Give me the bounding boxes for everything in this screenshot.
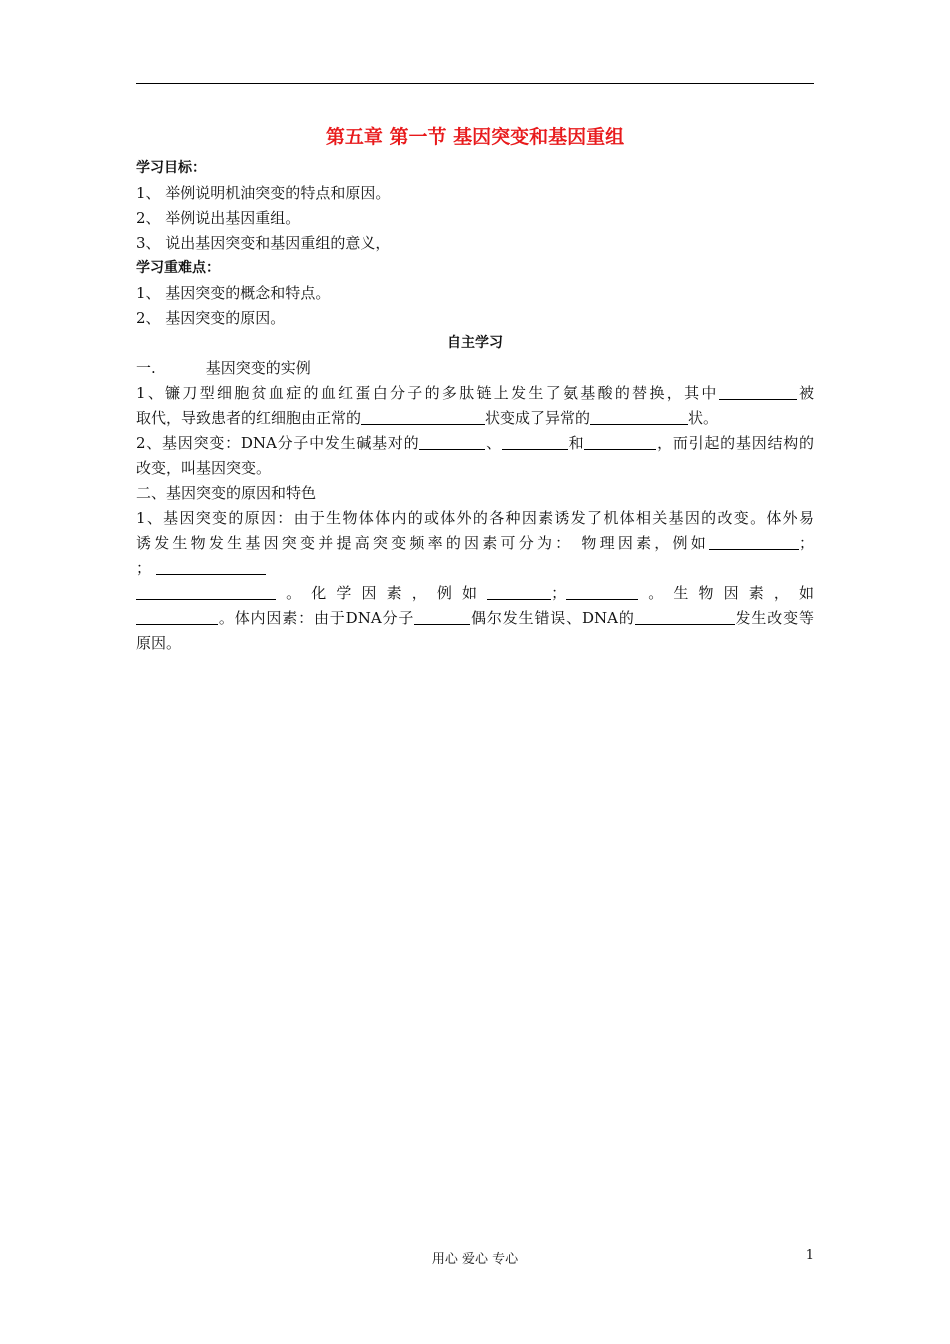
fill-blank[interactable]: [419, 433, 485, 450]
paragraph-3-line-2: 诱发生物发生基因突变并提高突变频率的因素可分为： 物理因素，例如 ；: [136, 534, 814, 552]
fill-blank[interactable]: [361, 408, 485, 425]
fill-blank[interactable]: [566, 583, 638, 600]
fill-blank[interactable]: [709, 533, 799, 550]
fill-blank[interactable]: [136, 583, 276, 600]
keypoint-item-2: 2、 基因突变的原因。: [136, 309, 286, 327]
fill-blank[interactable]: [156, 558, 266, 575]
fill-blank[interactable]: [635, 608, 735, 625]
objective-item-1: 1、 举例说明机油突变的特点和原因。: [136, 184, 391, 202]
section-2-heading: 二、基因突变的原因和特色: [136, 484, 317, 502]
fill-blank[interactable]: [502, 433, 568, 450]
keypoint-item-1: 1、 基因突变的概念和特点。: [136, 284, 331, 302]
paragraph-3-line-1: 1、基因突变的原因：由于生物体体内的或体外的各种因素诱发了机体相关基因的改变。体外易: [136, 509, 814, 527]
paragraph-1-line-1: 1、镰刀型细胞贫血症的血红蛋白分子的多肽链上发生了氨基酸的替换，其中 被: [136, 384, 814, 402]
fill-blank[interactable]: [414, 608, 470, 625]
fill-blank[interactable]: [136, 608, 218, 625]
paragraph-2-line-1: 2、基因突变：DNA分子中发生碱基对的 、 和 ，而引起的基因结构的: [136, 434, 814, 452]
keypoints-heading: 学习重难点：: [136, 260, 220, 276]
section-1-heading: [136, 356, 814, 381]
objective-item-2: 2、 举例说出基因重组。: [136, 209, 301, 227]
paragraph-3-line-5: 。体内因素：由于DNA分子 偶尔发生错误、DNA的 发生改变等: [136, 606, 814, 631]
paragraph-3-line-4: 。化学因素，例如 ； 。生物因素，如: [136, 581, 814, 606]
fill-blank[interactable]: [584, 433, 656, 450]
fill-blank[interactable]: [590, 408, 688, 425]
fill-blank[interactable]: [487, 583, 551, 600]
section-1-number: 一.: [136, 359, 156, 377]
paragraph-2-line-2: 改变，叫基因突变。: [136, 459, 272, 477]
objective-item-3: 3、 说出基因突变和基因重组的意义，: [136, 234, 391, 252]
paragraph-3-line-6: 原因。: [136, 634, 182, 652]
document-page: [136, 122, 814, 656]
footer-motto: 用心 爱心 专心: [431, 1252, 519, 1267]
header-rule: [136, 83, 814, 84]
section-1-title: 基因突变的实例: [205, 359, 311, 377]
page-title: 第五章 第一节 基因突变和基因重组: [325, 126, 625, 148]
fill-blank[interactable]: [719, 383, 797, 400]
paragraph-3-line-3: ；: [136, 556, 814, 581]
objectives-heading: 学习目标：: [136, 160, 206, 176]
self-study-heading: 自主学习: [447, 335, 503, 351]
page-number: 1: [805, 1248, 814, 1263]
paragraph-1-line-2: 取代，导致患者的红细胞由正常的 状变成了异常的 状。: [136, 409, 719, 427]
